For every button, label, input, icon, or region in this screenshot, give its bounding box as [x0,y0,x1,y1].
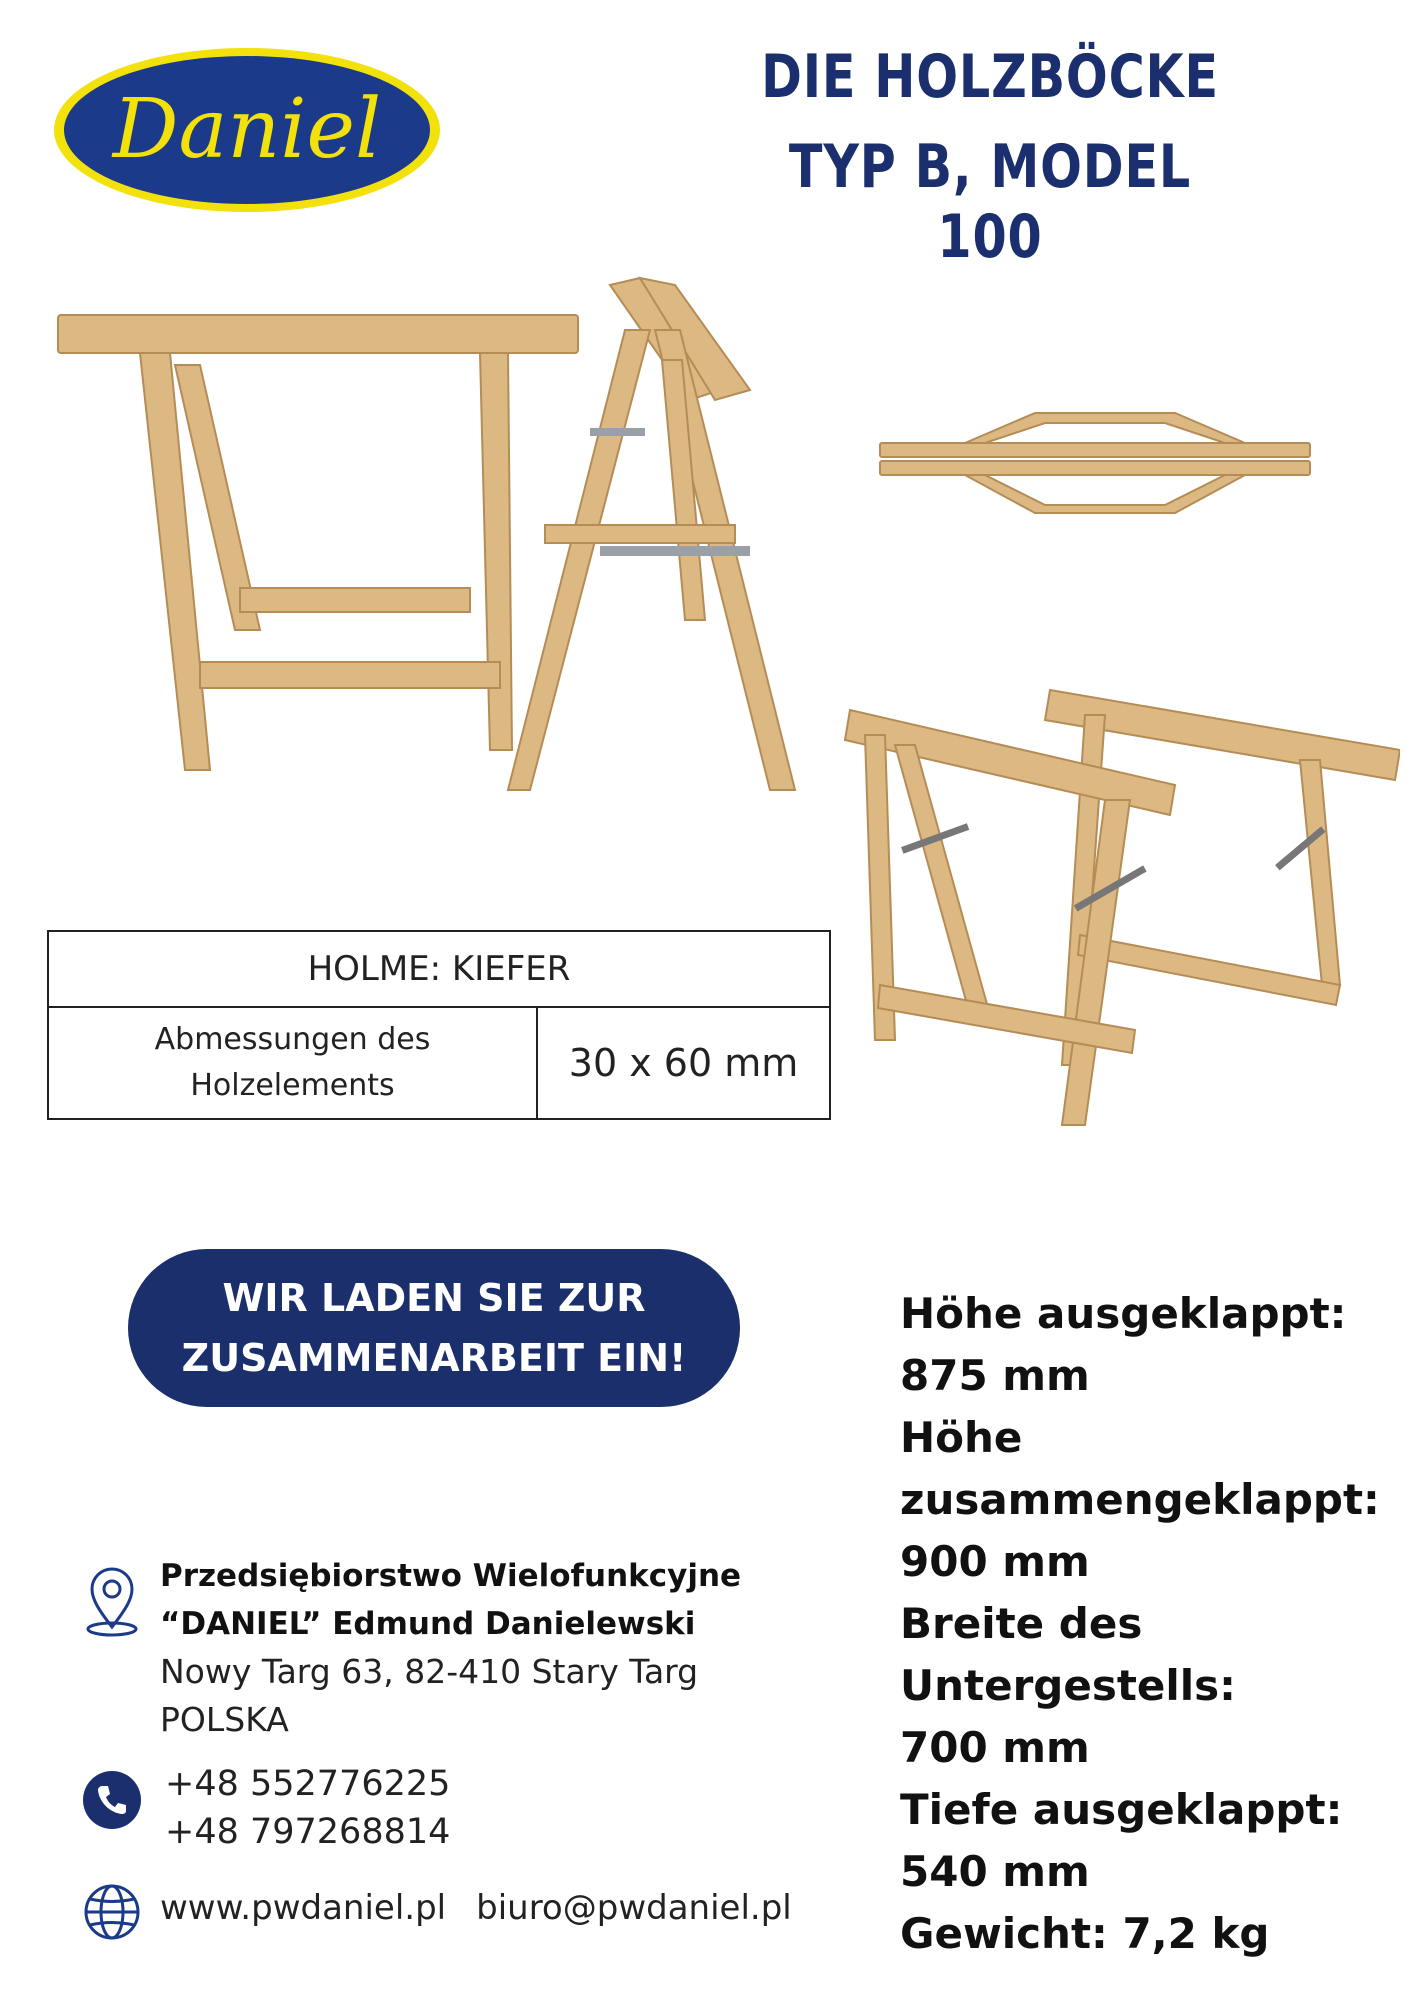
title-line-2: TYP B, MODEL 100 [788,132,1192,272]
title-line-1: DIE HOLZBÖCKE [761,42,1219,112]
table-value: 30 x 60 mm [537,1007,830,1119]
address-line-2: POLSKA [160,1700,289,1739]
spec-line: Höhe ausgeklappt: [900,1289,1347,1338]
table-header: HOLME: KIEFER [48,931,830,1007]
spec-line: 875 mm [900,1351,1090,1400]
table-label-cell [48,1007,537,1119]
globe-icon [82,1882,142,1942]
cta-line-2: ZUSAMMENARBEIT EIN! [181,1336,687,1380]
location-pin-icon [82,1565,142,1637]
web-contacts [160,1888,792,1928]
table-label-line-2: Holzelements [190,1068,395,1103]
company-line-1: Przedsiębiorstwo Wielofunkcyjne [160,1558,742,1594]
material-table [47,930,831,1120]
website-link[interactable]: www.pwdaniel.pl [160,1888,447,1928]
spec-line: Höhe [900,1413,1023,1462]
address [160,1648,698,1744]
sawhorse-pair-angle-photo [840,685,1400,1135]
table-label-line-1: Abmessungen des [154,1022,431,1057]
company-line-2: “DANIEL” Edmund Danielewski [160,1606,696,1642]
logo-text: Daniel [112,82,382,177]
phone-2[interactable]: +48 797268814 [165,1812,451,1852]
phone-icon [82,1770,142,1830]
address-line-1: Nowy Targ 63, 82-410 Stary Targ [160,1652,699,1691]
spec-line: Untergestells: [900,1661,1236,1710]
spec-line: Tiefe ausgeklappt: [900,1785,1343,1834]
spec-line: Gewicht: 7,2 kg [900,1909,1270,1958]
spec-line: Breite des [900,1599,1143,1648]
dimensions-list [900,1283,1400,1965]
spec-line: zusammengeklappt: [900,1475,1380,1524]
phone-numbers [165,1760,450,1856]
spec-line: 900 mm [900,1537,1090,1586]
cooperation-banner [128,1249,740,1407]
spec-line: 540 mm [900,1847,1090,1896]
phone-1[interactable]: +48 552776225 [165,1764,451,1804]
daniel-logo [50,45,445,215]
sawhorse-pair-front-photo [50,270,810,800]
spec-line: 700 mm [900,1723,1090,1772]
company-name [160,1552,741,1648]
email-link[interactable]: biuro@pwdaniel.pl [476,1888,792,1928]
sawhorse-folded-photo [875,405,1315,515]
cta-line-1: WIR LADEN SIE ZUR [222,1276,646,1320]
